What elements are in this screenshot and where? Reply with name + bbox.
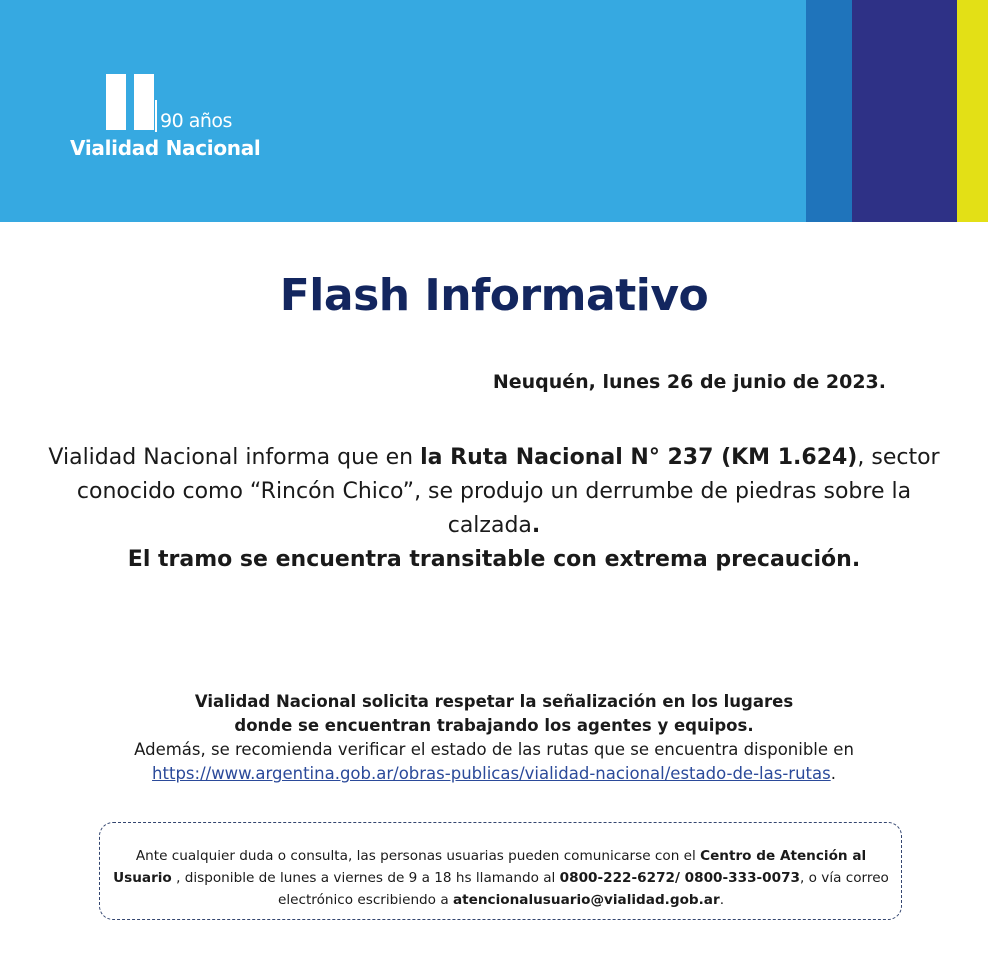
lead-text-1: Vialidad Nacional informa que en (48, 445, 421, 470)
notice-paragraph (40, 690, 948, 786)
link-suffix: . (830, 764, 836, 783)
logo-icon (106, 74, 156, 130)
logo-divider (155, 100, 157, 132)
notice-line-2: donde se encuentran trabajando los agentes y equipos. (234, 716, 754, 735)
stripe-yellow (957, 0, 988, 222)
logo-bar-left (106, 74, 126, 130)
stripe-blue (806, 0, 852, 222)
lead-route: la Ruta Nacional N° 237 (KM 1.624) (420, 445, 858, 470)
contact-t1: Ante cualquier duda o consulta, las personas usuarias pueden comunicarse con el (135, 848, 701, 864)
notice-line-1: Vialidad Nacional solicita respetar la señalización en los lugares (194, 692, 794, 711)
stripe-navy (852, 0, 957, 222)
lead-period: . (531, 513, 541, 538)
notice-link-line (40, 762, 948, 786)
notice-line-3: Además, se recomienda verificar el estado de las rutas que se encuentra disponible en (134, 740, 854, 759)
contact-center: Centro de Atención al Usuario (113, 848, 867, 886)
logo-name: Vialidad Nacional (70, 136, 261, 160)
contact-text (112, 845, 890, 911)
contact-t3: , disponible de lunes a viernes de 9 a 18 hs llamando al (171, 870, 560, 886)
logo-bar-right (134, 74, 154, 130)
contact-email[interactable]: atencionalusuario@vialidad.gob.ar (452, 892, 720, 908)
lead-status: El tramo se encuentra transitable con extrema precaución. (127, 547, 861, 572)
lead-paragraph (40, 441, 948, 577)
contact-phones: 0800-222-6272/ 0800-333-0073 (559, 870, 801, 886)
logo-years: 90 años (160, 110, 232, 132)
lead-text-3: , sector conocido como “Rincón Chico”, se produjo un derrumbe de piedras sobre la calzada (76, 445, 940, 538)
contact-t7: . (719, 892, 725, 908)
page-title: Flash Informativo (279, 270, 709, 321)
route-status-link[interactable]: https://www.argentina.gob.ar/obras-publicas/vialidad-nacional/estado-de-las-rutas (152, 764, 831, 783)
contact-t5: , o vía correo electrónico escribiendo a (277, 870, 889, 908)
dateline: Neuquén, lunes 26 de junio de 2023. (492, 371, 886, 393)
